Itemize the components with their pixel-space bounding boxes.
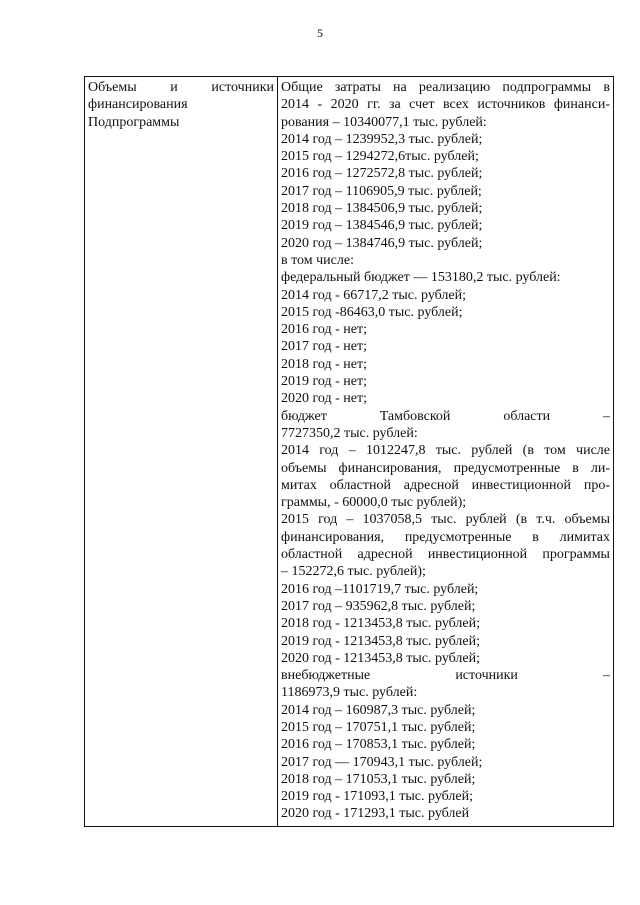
word: 1037058,5 [362, 512, 423, 528]
word: на [393, 80, 407, 95]
regional-2014-paragraph [281, 442, 610, 511]
word: рублей [471, 443, 513, 459]
list-item: 2019 год - 1213453,8 тыс. рублей; [281, 633, 481, 649]
word: 2014 [281, 443, 309, 459]
word: затраты [334, 80, 381, 95]
table-row [85, 77, 614, 827]
extra-years-list [281, 702, 610, 823]
word: источников [477, 97, 546, 113]
word: за [388, 97, 401, 113]
word: подпрограммы [502, 80, 592, 95]
word: Общие [281, 80, 323, 95]
list-item: 2017 год – 935962,8 тыс. рублей; [281, 598, 476, 614]
word: т.ч. [536, 512, 556, 528]
word: митах [281, 477, 317, 493]
list-item: 2018 год - нет; [281, 356, 367, 372]
list-item: 2020 год - 1213453,8 тыс. рублей; [281, 650, 481, 666]
list-item: 2019 год - 171093,1 тыс. рублей; [281, 789, 474, 805]
list-item: 2017 год – 1106905,9 тыс. рублей; [281, 183, 482, 199]
word: счет [409, 97, 435, 113]
word: 1012247,8 [365, 443, 426, 459]
word: инвестиционной [427, 547, 528, 563]
row-label-cell [85, 77, 278, 827]
list-item: 2020 год - нет; [281, 391, 367, 407]
regional-years-list [281, 581, 610, 667]
word: рублей [465, 512, 507, 528]
list-item: 2016 год – 1272572,8 тыс. рублей; [281, 166, 483, 182]
word: год [319, 443, 339, 459]
paragraph-line [281, 442, 610, 459]
word: адресной [403, 477, 459, 493]
list-item: 2014 год - 66717,2 тыс. рублей; [281, 287, 467, 303]
financing-description-cell [278, 77, 614, 827]
word: областной [329, 477, 391, 493]
word: том [544, 443, 566, 459]
paragraph-line [281, 546, 610, 563]
intro-line [281, 96, 610, 113]
row-label-line-3: Подпрограммы [88, 114, 180, 130]
word: областной [281, 547, 343, 563]
list-item: 2015 год – 1294272,6тыс. рублей; [281, 149, 479, 165]
word: предусмотренные [404, 529, 512, 545]
word: объемы [281, 460, 327, 476]
word: в [572, 460, 579, 476]
word: лимитах [559, 529, 610, 545]
list-item: 2018 год - 1213453,8 тыс. рублей; [281, 616, 481, 632]
word: – [346, 512, 354, 528]
word: тыс. [435, 443, 461, 459]
word: программы [542, 547, 610, 563]
word: адресной [357, 547, 413, 563]
paragraph-line [281, 529, 610, 546]
list-item: 2017 год - нет; [281, 339, 367, 355]
list-item: 2016 год –1101719,7 тыс. рублей; [281, 581, 479, 597]
row-label-line-1: Объемы и источники [88, 80, 274, 95]
word: всех [442, 97, 469, 113]
word: про- [583, 477, 610, 493]
intro-line: рования – 10340077,1 тыс. рублей: [281, 114, 487, 130]
intro-paragraph [281, 79, 610, 131]
word: – [348, 443, 356, 459]
list-item: 2020 год – 1384746,9 тыс. рублей; [281, 235, 483, 251]
paragraph-line [281, 511, 610, 528]
list-item: 2015 год – 170751,1 тыс. рублей; [281, 719, 476, 735]
list-item: 2018 год – 171053,1 тыс. рублей; [281, 771, 476, 787]
word: финанси- [553, 97, 610, 113]
row-label-line-2: финансирования [88, 97, 188, 113]
paragraph-line: – 152272,6 тыс. рублей); [281, 564, 426, 580]
total-years-list [281, 131, 610, 252]
paragraph-line [281, 460, 610, 477]
word: финансирования, [281, 529, 385, 545]
word: реализацию [418, 80, 491, 95]
list-item: 2017 год — 170943,1 тыс. рублей; [281, 754, 483, 770]
paragraph-line: граммы, - 60000,0 тыс рублей); [281, 495, 467, 511]
intro-line [281, 79, 610, 96]
word: тыс. [431, 512, 457, 528]
regional-budget-total: 7727350,2 тыс. рублей: [281, 425, 418, 441]
paragraph-line [281, 477, 610, 494]
federal-years-list [281, 287, 610, 408]
federal-budget-header: федеральный бюджет — 153180,2 тыс. рублей: [281, 270, 561, 286]
including-label: в том числе: [281, 252, 354, 268]
word: 2015 [281, 512, 309, 528]
word: год [318, 512, 338, 528]
word: - [317, 97, 323, 113]
word: в [532, 529, 539, 545]
list-item: 2020 год - 171293,1 тыс. рублей [281, 806, 470, 822]
list-item: 2018 год – 1384506,9 тыс. рублей; [281, 201, 483, 217]
extra-budgetary-total: 1186973,9 тыс. рублей: [281, 685, 418, 701]
word: числе [576, 443, 610, 459]
word: в [603, 80, 610, 95]
word: 2020 [330, 97, 359, 113]
extra-budgetary-header: внебюджетные источники – [281, 668, 610, 684]
list-item: 2015 год -86463,0 тыс. рублей; [281, 304, 463, 320]
list-item: 2016 год – 170853,1 тыс. рублей; [281, 737, 476, 753]
list-item: 2014 год – 160987,3 тыс. рублей; [281, 702, 476, 718]
list-item: 2014 год – 1239952,3 тыс. рублей; [281, 131, 483, 147]
word: предусмотренные [453, 460, 561, 476]
word: 2014 [281, 97, 309, 113]
regional-2015-paragraph [281, 511, 610, 580]
regional-budget-header: бюджет Тамбовской области – [281, 408, 610, 424]
word: объемы [564, 512, 610, 528]
word: инвестиционной [471, 477, 572, 493]
word: (в [515, 512, 528, 528]
list-item: 2019 год – 1384546,9 тыс. рублей; [281, 218, 483, 234]
list-item: 2016 год - нет; [281, 322, 367, 338]
word: (в [522, 443, 534, 459]
word: гг. [367, 97, 381, 113]
page-number: 5 [317, 26, 323, 40]
word: ли- [590, 460, 610, 476]
financing-table [84, 76, 614, 827]
word: финансирования, [338, 460, 442, 476]
list-item: 2019 год - нет; [281, 374, 367, 390]
